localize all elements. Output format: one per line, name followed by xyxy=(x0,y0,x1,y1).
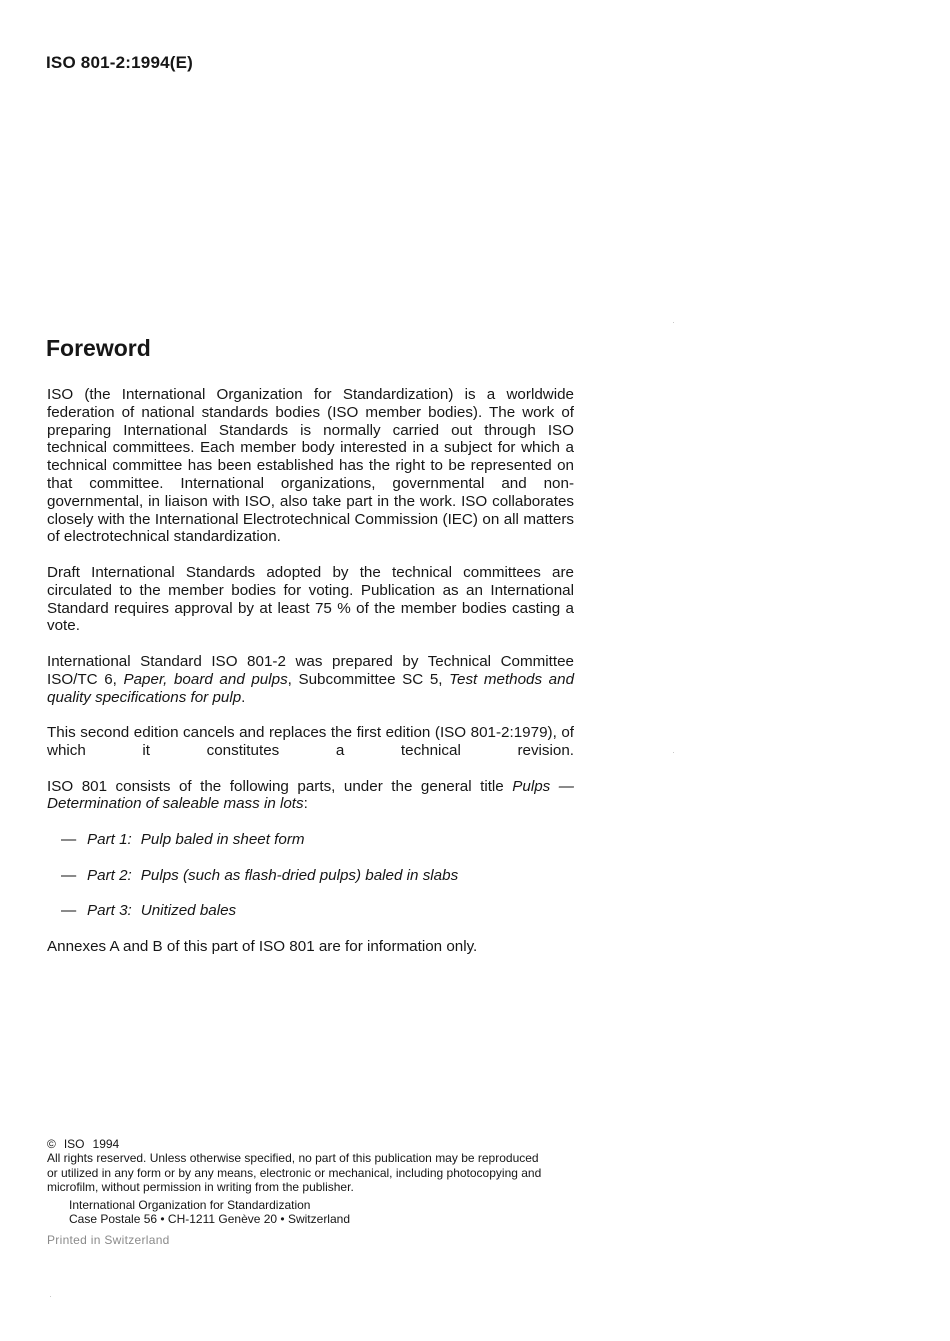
committee-title: Paper, board and pulps xyxy=(123,670,288,688)
dash: — xyxy=(61,902,77,920)
foreword-paragraph-5 xyxy=(47,778,574,814)
publisher-address xyxy=(69,1198,582,1227)
part-title: Pulps (such as flash-dried pulps) baled in slabs xyxy=(140,866,459,884)
scan-speck xyxy=(673,752,674,753)
subcommittee-title: Test methods and quality specifications for pulp xyxy=(47,670,575,706)
copyright-notice xyxy=(47,1137,582,1226)
paragraph-text: , Subcommittee SC 5, xyxy=(287,670,450,688)
foreword-paragraph-2: Draft International Standards adopted by the technical committees are circulated to the member bodies for voting. Publication as an International Standard requires approval by at least 75 % of the member bodies casting a vote. xyxy=(47,563,574,635)
paragraph-text: International Standard ISO 801-2 was prepared by Technical Committee ISO/TC 6, xyxy=(47,652,574,688)
list-item-part-2 xyxy=(61,867,574,885)
foreword-paragraph-1: ISO (the International Organization for Standardization) is a worldwide federation of national standards bodies (ISO member bodies). The work of preparing International Standards is normally carried out through ISO technical committees. Each member body interested in a subject for which a technical committee has been established has the right to be represented on that committee. International organizations, governmental and non-governmental, in liaison with ISO, also take part in the work. ISO collaborates closely with the International Electrotechnical Commission (IEC) on all matters of electrotechnical standardization. xyxy=(47,386,574,546)
foreword-paragraph-6: Annexes A and B of this part of ISO 801 are for information only. xyxy=(47,937,478,955)
foreword-heading: Foreword xyxy=(46,335,151,361)
paragraph-text: ISO 801 consists of the following parts, under the general title xyxy=(47,777,513,795)
foreword-paragraph-3 xyxy=(47,653,574,706)
paragraph-text: . xyxy=(241,688,246,706)
part-number: Part 3: xyxy=(87,902,132,920)
part-title: Pulp baled in sheet form xyxy=(140,830,305,848)
copyright-symbol: © xyxy=(47,1137,56,1151)
foreword-paragraph-4: This second edition cancels and replaces the first edition (ISO 801-2:1979), of which it constitutes a technical revision. xyxy=(47,724,574,759)
general-title: Pulps — Determination of saleable mass in lots xyxy=(47,777,574,813)
copyright-org: ISO xyxy=(63,1137,85,1151)
paragraph-text: : xyxy=(303,795,308,813)
part-number: Part 2: xyxy=(87,866,132,884)
scan-speck xyxy=(50,1296,51,1297)
part-title: Unitized bales xyxy=(140,902,237,920)
rights-line: All rights reserved. Unless otherwise specified, no part of this publication may be reproduced xyxy=(47,1151,539,1166)
address-line: International Organization for Standardization xyxy=(69,1197,311,1212)
rights-line: or utilized in any form or by any means, electronic or mechanical, including photocopying and xyxy=(47,1165,542,1180)
foreword-body xyxy=(47,386,574,956)
part-number: Part 1: xyxy=(87,830,132,848)
address-line: Case Postale 56 • CH-1211 Genève 20 • Switzerland xyxy=(69,1212,350,1227)
rights-line: microfilm, without permission in writing from the publisher. xyxy=(47,1180,354,1195)
copyright-year-line xyxy=(47,1137,582,1151)
dash: — xyxy=(61,866,77,884)
copyright-year: 1994 xyxy=(92,1137,120,1151)
dash: — xyxy=(61,830,77,848)
printed-in-note: Printed in Switzerland xyxy=(47,1233,170,1247)
list-item-part-1 xyxy=(61,831,574,849)
list-item-part-3 xyxy=(61,902,574,920)
scan-speck xyxy=(673,322,674,323)
document-code: ISO 801-2:1994(E) xyxy=(46,53,194,72)
